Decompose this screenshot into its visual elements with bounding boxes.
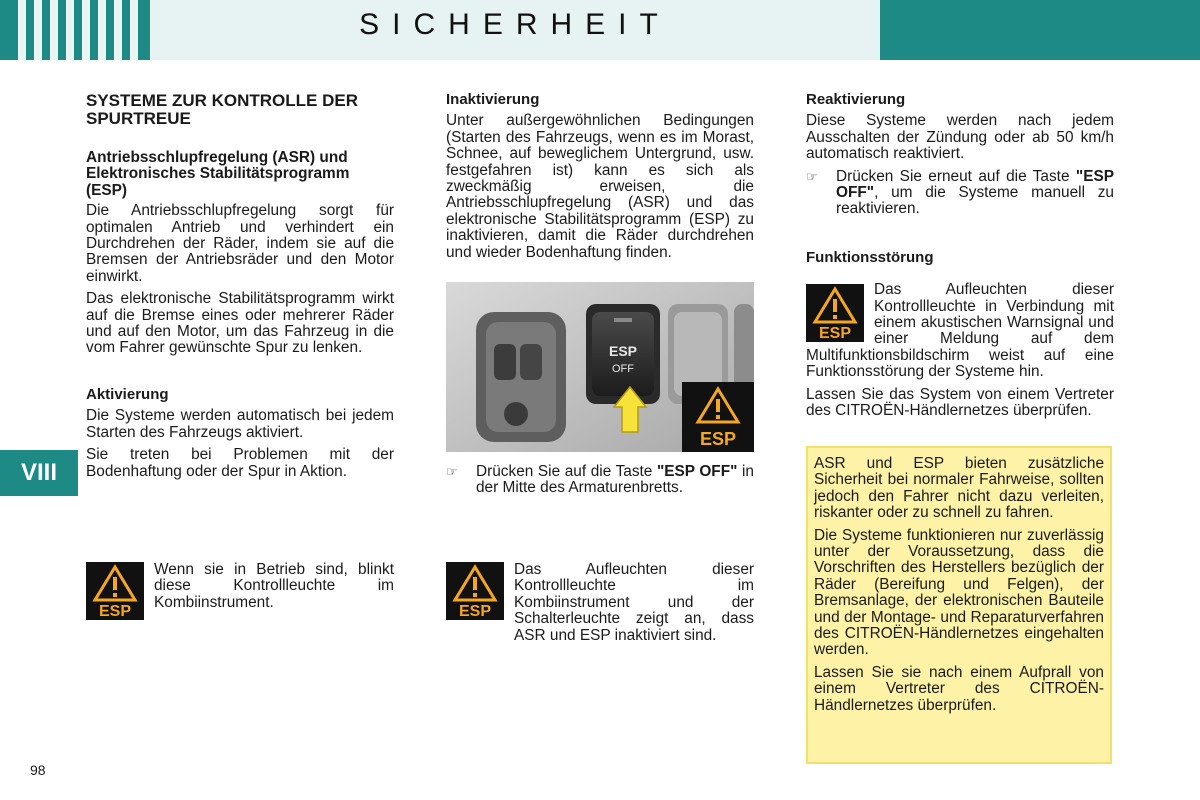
section-title: SYSTEME ZUR KONTROLLE DER SPURTREUE (86, 91, 359, 128)
esp-off-label: "ESP OFF" (836, 167, 1114, 202)
svg-text:ESP: ESP (699, 429, 737, 449)
svg-text:ESP: ESP (818, 325, 852, 343)
chapter-tab: VIII (0, 450, 78, 496)
column-2 (446, 92, 754, 267)
paragraph: Die Systeme werden automatisch bei jedem Starten des Fahrzeugs aktiviert. (86, 407, 394, 441)
header-stripe (34, 0, 42, 60)
pointer-icon: ☞ (806, 168, 818, 184)
page-header (0, 0, 1200, 60)
info-paragraph: Lassen Sie sie nach einem Aufprall von einem Vertreter des CITROËN-Händlernetzes überprüfen. (814, 663, 1104, 714)
icon-note-text: Das Aufleuchten dieser Kontrollleuchte im Kombiinstrument und der Schalterleuchte zeigt an, dass ASR und ESP inaktiviert sind. (514, 561, 754, 644)
paragraph: Das Aufleuchten dieser Kontrollleuchte in Verbindung mit einem akustischen Warnsignal und einer Meldung auf dem Multifunktionsbildschirm weist auf eine Funktionsstörung der Systeme hin. (806, 281, 1114, 381)
inaktivierung-heading: Inaktivierung (446, 91, 540, 108)
header-stripe (18, 0, 26, 60)
header-stripe (114, 0, 122, 60)
icon-note-2 (446, 562, 754, 644)
esp-button-label: ESP (608, 343, 638, 359)
bullet-text: Drücken Sie auf die Taste (476, 463, 657, 480)
header-edge (880, 0, 1200, 60)
esp-warning-icon (86, 562, 144, 620)
column-1 (86, 92, 394, 486)
paragraph: Sie treten bei Problemen mit der Bodenhaftung oder der Spur in Aktion. (86, 446, 394, 480)
pointer-icon: ☞ (446, 464, 458, 479)
icon-note-1 (86, 562, 394, 620)
bullet-text: in der Mitte des Armaturenbretts. (476, 463, 754, 497)
reaktivierung-heading: Reaktivierung (806, 91, 906, 108)
info-paragraph: ASR und ESP bieten zusätzliche Sicherheit bei normaler Fahrweise, sollten jedoch den Fahrer nicht dazu verleiten, riskanter oder zu schnell zu fahren. (814, 455, 1104, 522)
esp-warning-icon (446, 562, 504, 620)
bullet-text: , um die Systeme manuell zu reaktivieren. (836, 184, 1114, 218)
page-title: SICHERHEIT (359, 8, 671, 41)
header-stripe (98, 0, 106, 60)
aktivierung-heading: Aktivierung (86, 385, 169, 403)
safety-info-box (806, 446, 1112, 764)
off-button-label: OFF (612, 363, 634, 375)
instruction-bullet (806, 169, 1114, 218)
malfunction-note (806, 282, 1114, 380)
paragraph: Diese Systeme werden nach jedem Ausschalten der Zündung oder ab 50 km/h automatisch reaktiviert. (806, 112, 1114, 163)
info-paragraph: Die Systeme funktionieren nur zuverlässig unter der Voraussetzung, dass die Vorschriften des Herstellers bezüglich der Räder (Bereifung und Felgen), der Bremsanlage, der elektronischen Bauteile und der Montage- und Reparaturverfahren des CITROËN-Händlernetzes eingehalten werden. (814, 526, 1104, 659)
instruction-bullet (446, 464, 754, 497)
paragraph: Die Antriebsschlupfregelung sorgt für optimalen Antrieb und verhindert ein Durchdrehen der Räder, indem sie auf die Bremsen der Antriebsräder und den Motor einwirkt. (86, 202, 394, 285)
esp-warning-icon (806, 284, 864, 342)
svg-text:ESP: ESP (98, 603, 132, 620)
header-stripe (82, 0, 90, 60)
header-stripe (130, 0, 138, 60)
icon-note-text: Wenn sie in Betrieb sind, blinkt diese Kontrollleuchte im Kombiinstrument. (154, 561, 394, 611)
paragraph: Das elektronische Stabilitätsprogramm wirkt auf die Bremse eines oder mehrerer Räder und auf den Motor, um das Fahrzeug in die vom Fahrer gewünschte Spur zu lenken. (86, 290, 394, 357)
column-3 (806, 92, 1114, 426)
paragraph: Unter außergewöhnlichen Bedingungen (Starten des Fahrzeugs, wenn es im Morast, Schnee, auf beweglichem Untergrund, usw. festgefahren ist) kann es sich als zweckmäßig erweisen, die Antriebsschlupfregelung (ASR) und das elektronische Stabilitätsprogramm (ESP) zu inaktivieren, damit die Räder durchdrehen und wieder Bodenhaftung finden. (446, 112, 754, 261)
subsection-heading: Antriebsschlupfregelung (ASR) und Elektronisches Stabilitätsprogramm (ESP) (86, 149, 350, 199)
esp-off-label: "ESP OFF" (656, 463, 738, 480)
funktionsstoerung-heading: Funktionsstörung (806, 248, 934, 266)
header-stripe (66, 0, 74, 60)
dashboard-esp-button-image (446, 282, 754, 452)
page-number: 98 (30, 762, 46, 778)
paragraph: Lassen Sie das System von einem Vertreter des CITROËN-Händlernetzes überprüfen. (806, 385, 1114, 420)
bullet-text: Drücken Sie erneut auf die Taste (836, 167, 1076, 185)
header-stripe (50, 0, 58, 60)
svg-text:ESP: ESP (458, 603, 492, 620)
column-2-bullet (446, 464, 754, 503)
